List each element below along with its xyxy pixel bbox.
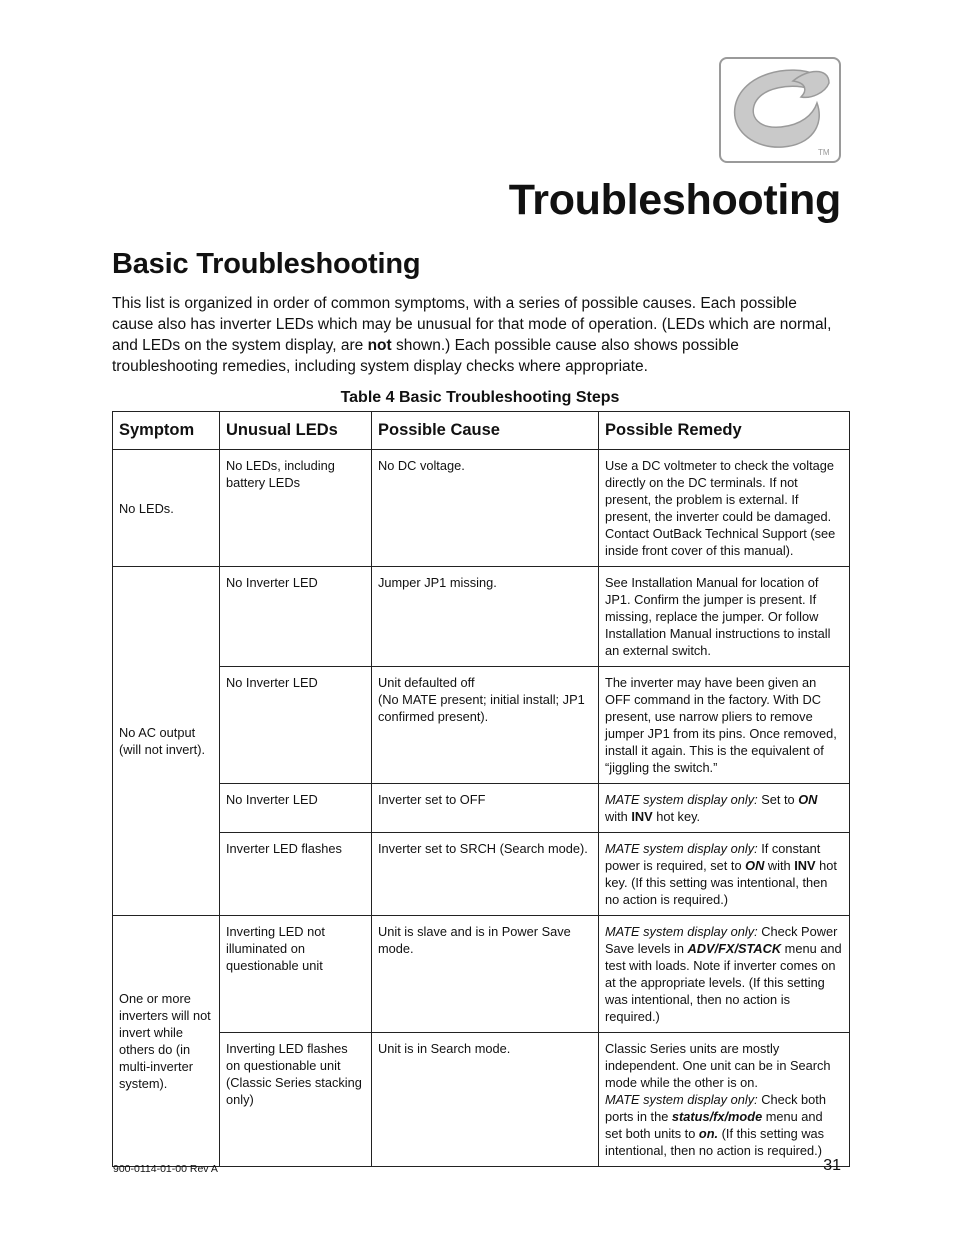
table-row xyxy=(113,450,850,567)
header-possible-remedy: Possible Remedy xyxy=(599,412,850,450)
leds-cell: Inverting LED not illuminated on questionable unit xyxy=(220,916,372,1033)
leds-cell: Inverting LED flashes on questionable unit (Classic Series stacking only) xyxy=(220,1033,372,1167)
header-symptom: Symptom xyxy=(113,412,220,450)
section-title: Basic Troubleshooting xyxy=(112,248,421,280)
leds-cell: No LEDs, including battery LEDs xyxy=(220,450,372,567)
remedy-cell: Use a DC voltmeter to check the voltage directly on the DC terminals. If not present, the problem is external. If present, the inverter could be damaged. Contact OutBack Technical Support (see inside front cover of this manual). xyxy=(599,450,850,567)
table-row xyxy=(113,833,850,916)
table-row xyxy=(113,567,850,667)
symptom-cell: No LEDs. xyxy=(113,450,220,567)
table-row xyxy=(113,916,850,1033)
header-unusual-leds: Unusual LEDs xyxy=(220,412,372,450)
symptom-cell: One or more inverters will not invert while others do (in multi-inverter system). xyxy=(113,916,220,1167)
remedy-cell: See Installation Manual for location of JP1. Confirm the jumper is present. If missing, replace the jumper. Or follow Installation Manual instructions to install an external switch. xyxy=(599,567,850,667)
page-number: 31 xyxy=(823,1157,841,1174)
cause-cell: Unit is in Search mode. xyxy=(372,1033,599,1167)
intro-emphasis: not xyxy=(367,337,392,354)
cause-cell: Jumper JP1 missing. xyxy=(372,567,599,667)
symptom-cell: No AC output (will not invert). xyxy=(113,567,220,916)
remedy-cell: MATE system display only: If constant power is required, set to ON with INV hot key. (If this setting was intentional, then no action is required.) xyxy=(599,833,850,916)
document-number: 900-0114-01-00 Rev A xyxy=(113,1163,218,1175)
header-possible-cause: Possible Cause xyxy=(372,412,599,450)
page-title: Troubleshooting xyxy=(508,176,841,224)
table-header-row xyxy=(113,412,850,450)
remedy-cell: MATE system display only: Set to ON with INV hot key. xyxy=(599,784,850,833)
table-row xyxy=(113,784,850,833)
troubleshooting-table xyxy=(112,411,850,1167)
remedy-cell: Classic Series units are mostly independent. One unit can be in Search mode while the other is on. MATE system display only: Check both ports in the status/fx/mode menu and set both units to on. (If this setting was intentional, then no action is required.) xyxy=(599,1033,850,1167)
cause-cell: No DC voltage. xyxy=(372,450,599,567)
leds-cell: No Inverter LED xyxy=(220,784,372,833)
leds-cell: No Inverter LED xyxy=(220,667,372,784)
cause-cell: Inverter set to OFF xyxy=(372,784,599,833)
table-row xyxy=(113,667,850,784)
intro-paragraph: This list is organized in order of common symptoms, with a series of possible causes. Each possible cause also has inverter LEDs which may be unusual for that mode of operation. (LEDs which are normal, and LEDs on the system display, are not shown.) Each possible cause also shows possible troubleshooting remedies, including system display checks where appropriate. xyxy=(112,295,832,375)
table-row xyxy=(113,1033,850,1167)
cause-cell: Unit defaulted off (No MATE present; initial install; JP1 confirmed present). xyxy=(372,667,599,784)
outback-swirl-logo-icon xyxy=(721,59,839,161)
trademark-label: TM xyxy=(818,148,830,157)
remedy-cell: MATE system display only: Check Power Save levels in ADV/FX/STACK menu and test with loads. Note if inverter comes on at the appropriate levels. (If this setting was intentional, then no action is required.) xyxy=(599,916,850,1033)
table-caption: Table 4 Basic Troubleshooting Steps xyxy=(340,389,620,406)
leds-cell: No Inverter LED xyxy=(220,567,372,667)
outback-logo xyxy=(719,57,841,163)
cause-cell: Unit is slave and is in Power Save mode. xyxy=(372,916,599,1033)
cause-cell: Inverter set to SRCH (Search mode). xyxy=(372,833,599,916)
leds-cell: Inverter LED flashes xyxy=(220,833,372,916)
remedy-cell: The inverter may have been given an OFF command in the factory. With DC present, use narrow pliers to remove jumper JP1 from its pins. Once removed, install it again. This is the equivalent of “jiggling the switch.” xyxy=(599,667,850,784)
